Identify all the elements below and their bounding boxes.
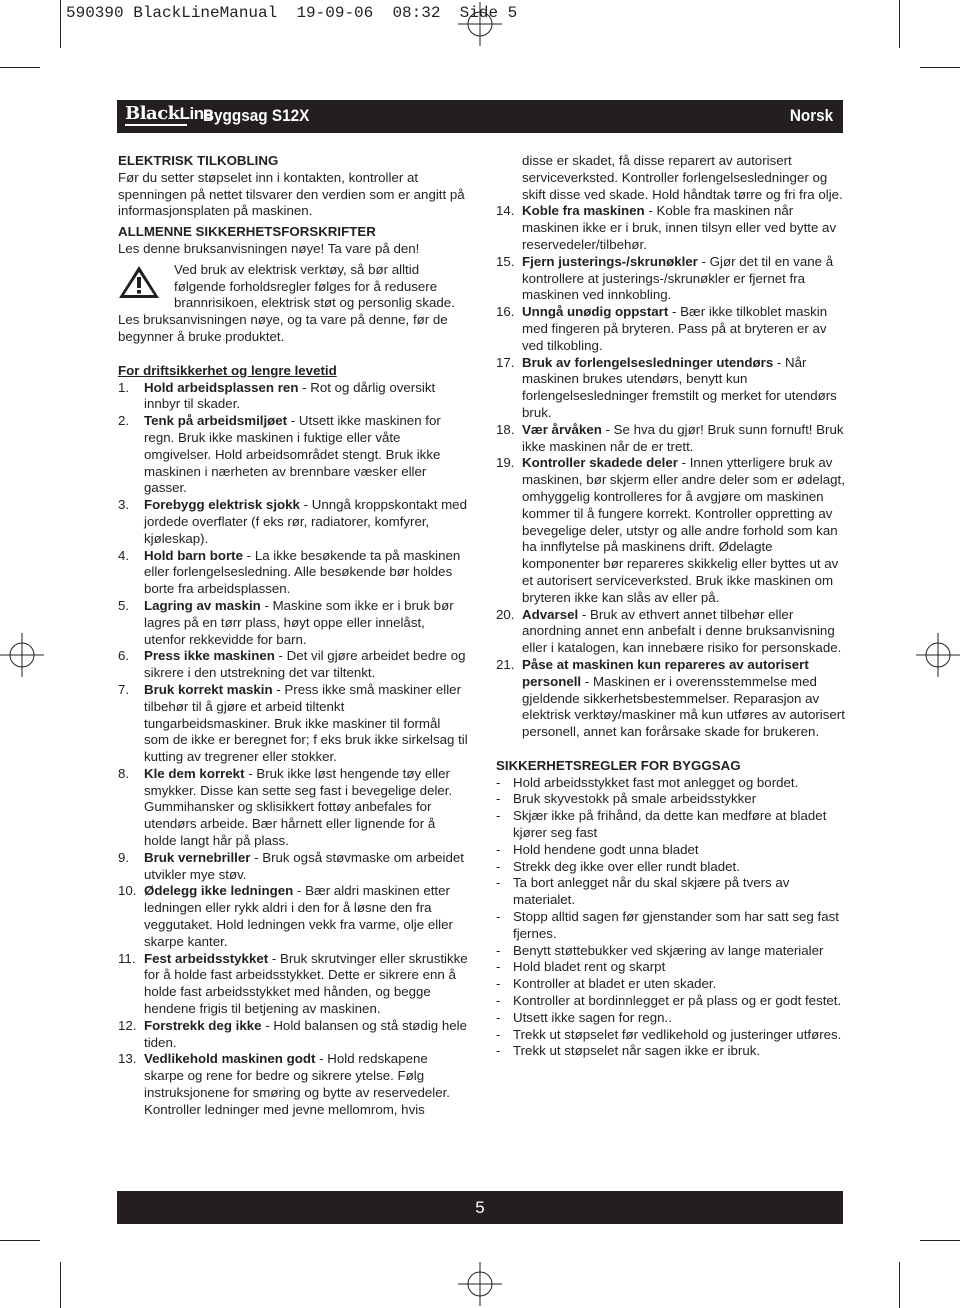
item-title: Vær årvåken (522, 421, 602, 437)
dash-list-item (496, 1043, 846, 1060)
item-title: Koble fra maskinen (522, 203, 645, 219)
dash-bullet: - (496, 1043, 501, 1059)
item-number: 8. (118, 765, 130, 781)
list-item (118, 951, 468, 1018)
item-title: Kle dem korrekt (144, 765, 245, 781)
registration-mark-icon (458, 1262, 502, 1306)
brand-logo: BlackLine (125, 103, 213, 124)
dash-list-item (496, 791, 846, 808)
numbered-list (496, 203, 846, 741)
registration-mark-icon (0, 633, 44, 677)
dash-item-text: Skjær ikke på frihånd, da dette kan medføre at bladet kjører seg fast (513, 808, 827, 841)
list-item (118, 598, 468, 648)
item-title: Unngå unødig oppstart (522, 304, 669, 320)
dash-item-text: Bruk skyvestokk på smale arbeidsstykker (513, 791, 757, 807)
item-text: - Bær ikke tilkoblet maskin med fingeren på bryteren. Pass på at bryteren er av ved tilkobling. (522, 304, 828, 353)
item-title: Bruk vernebriller (144, 849, 251, 865)
dash-bullet: - (496, 791, 501, 807)
dash-item-text: Stopp alltid sagen før gjenstander som har satt seg fast fjernes. (513, 909, 839, 941)
item-title: Hold barn borte (144, 547, 243, 563)
item-number: 5. (118, 597, 130, 613)
list-item (118, 648, 468, 682)
crop-mark (0, 1240, 40, 1241)
logo-underline (125, 124, 187, 126)
dash-item-text: Benytt støttebukker ved skjæring av lange materialer (513, 942, 824, 958)
crop-mark (0, 67, 40, 68)
item-title: Fjern justerings-/skrunøkler (522, 253, 698, 269)
item-number: 14. (496, 203, 515, 219)
dash-bullet: - (496, 774, 501, 790)
item-text: - Maskine som ikke er i bruk bør lagres på en tørr plass, høyt oppe eller innelåst, utenfor rekkevidde for barn. (144, 597, 454, 647)
crop-mark (920, 67, 960, 68)
list-item (118, 497, 468, 547)
item-text: - Innen ytterligere bruk av maskinen, bør skjerm eller andre deler som er ødelagt, omhyggelig kontrolleres for å avgjøre om maskinen kommer til å fungere korrekt. Kontroller oppretting av bevegelige deler, utstyr og alle andre forhold som kan ha innflytelse på maskinens drift. Ødelagte komponenter bør repareres skikkelig eller byttes ut av et autorisert serviceverksted. Bruk ikke maskinen om bryteren ikke kan slås av eller på. (522, 455, 845, 605)
item-text: - Utsett ikke maskinen for regn. Bruk ikke maskinen i fuktige eller våte omgivelser. Hold arbeidsområdet stengt. Bruk ikke maskinen i nærheten av brennbare væsker eller gasser. (144, 413, 441, 496)
item-number: 2. (118, 413, 130, 429)
dash-bullet: - (496, 959, 501, 975)
numbered-list (118, 380, 468, 1119)
item-text: - Bruk også støvmaske om arbeidet utvikler mye støv. (144, 849, 464, 882)
dash-list-item (496, 959, 846, 976)
item-number: 21. (496, 656, 515, 672)
dash-list-item (496, 993, 846, 1010)
dash-list-item (496, 859, 846, 876)
item-title: Vedlikehold maskinen godt (144, 1051, 316, 1067)
item-title: Kontroller skadede deler (522, 455, 678, 471)
list-item (118, 1018, 468, 1052)
dash-bullet: - (496, 841, 501, 857)
list-item (496, 657, 846, 741)
registration-mark-icon (916, 633, 960, 677)
section-text: Les bruksanvisningen nøye, og ta vare på denne, før de begynner å bruke produktet. (118, 312, 448, 344)
dash-item-text: Hold hendene godt unna bladet (513, 841, 699, 857)
dash-item-text: Hold bladet rent og skarpt (513, 959, 666, 975)
item-title: Påse at maskinen kun repareres av autorisert personell (522, 656, 809, 689)
item-number: 1. (118, 379, 130, 395)
item-title: Tenk på arbeidsmiljøet (144, 413, 288, 429)
item-title: Hold arbeidsplassen ren (144, 379, 299, 395)
item-text: - Bruk skrutvinger eller skrustikke for å holde fast arbeidsstykket. Dette er sikrere enn å holde fast arbeidsstykket med hånden, og begge hendene frigis til betjening av maskinen. (144, 950, 468, 1017)
item-number: 18. (496, 421, 515, 437)
list-item (496, 254, 846, 304)
section-heading: ALLMENNE SIKKERHETSFORSKRIFTER (118, 224, 376, 240)
item-title: Bruk korrekt maskin (144, 681, 273, 697)
item-text: - Hold redskapene skarpe og rene for bedre og sikrere ytelse. Følg instruksjonene for smøring og bytte av reservedeler. Kontroller ledninger med jevne mellomrom, hvis (144, 1051, 450, 1117)
item-title: Bruk av forlengelsesledninger utendørs (522, 354, 774, 370)
dash-item-text: Trekk ut støpselet når sagen ikke er ibruk. (513, 1043, 761, 1059)
print-slug: 590390 BlackLineManual 19-09-06 08:32 Side 5 (66, 4, 518, 22)
dash-item-text: Utsett ikke sagen for regn.. (513, 1009, 672, 1025)
item-text: - Hold balansen og stå stødig hele tiden. (144, 1017, 468, 1050)
dash-bullet: - (496, 1026, 501, 1042)
item-text: - Det vil gjøre arbeidet bedre og sikrere i den utstrekning det var tiltenkt. (144, 648, 466, 681)
item-title: Forebygg elektrisk sjokk (144, 497, 300, 513)
warning-triangle-icon (118, 265, 160, 299)
list-item (496, 607, 846, 657)
dash-list-item (496, 842, 846, 859)
item-number: 4. (118, 547, 130, 563)
header-banner (117, 100, 843, 133)
item-text: - Koble fra maskinen når maskinen ikke er i bruk, innen tilsyn eller ved bytte av reservedeler/tilbehør. (522, 203, 837, 252)
dash-list-item (496, 775, 846, 792)
list-item (118, 850, 468, 884)
crop-mark (60, 1262, 61, 1308)
dash-list-item (496, 1010, 846, 1027)
item-number: 12. (118, 1017, 137, 1033)
dash-item-text: Trekk ut støpselet før vedlikehold og justeringer utføres. (513, 1026, 842, 1042)
item-text: - Maskinen er i overensstemmelse med gjeldende sikkerhetsbestemmelser. Reparasjon av elektrisk verktøy/maskiner må kun utføres av autorisert personell, annet kan forårsake skade for brukeren. (522, 673, 845, 740)
item-number: 15. (496, 253, 515, 269)
section-heading: ELEKTRISK TILKOBLING (118, 153, 279, 168)
left-column (118, 153, 468, 1119)
item-number: 13. (118, 1051, 137, 1067)
item-title: Forstrekk deg ikke (144, 1017, 262, 1033)
registration-mark-icon (458, 2, 502, 46)
item-number: 11. (118, 950, 136, 966)
list-item (496, 203, 846, 253)
warning-text: Ved bruk av elektrisk verktøy, så bør alltid følgende forholdsregler følges for å redusere brannrisikoen, elektrisk støt og personlig skade. (174, 261, 455, 311)
crop-mark (60, 0, 61, 48)
dash-bullet: - (496, 875, 501, 891)
dash-list-item (496, 808, 846, 842)
item-text: - La ikke besøkende ta på maskinen eller forlengelsesledning. Alle besøkende bør holdes borte fra arbeidsplassen. (144, 547, 461, 597)
dash-item-text: Hold arbeidsstykket fast mot anlegget og bordet. (513, 774, 799, 790)
item-title: Lagring av maskin (144, 597, 261, 613)
dash-bullet: - (496, 909, 501, 925)
list-item (118, 682, 468, 766)
warning-block (118, 262, 468, 312)
dash-list-item (496, 909, 846, 943)
dash-bullet: - (496, 942, 501, 958)
dash-item-text: Kontroller at bordinnlegget er på plass og er godt festet. (513, 993, 842, 1009)
dash-list (496, 775, 846, 1061)
list-item (118, 380, 468, 414)
item-text: - Bær aldri maskinen etter ledningen eller rykk aldri i den for å løsne den fra veggutaket. Hold ledningen vekk fra varme, olje eller skarpe kanter. (144, 883, 453, 949)
item-text: - Press ikke små maskiner eller tilbehør til å gjøre et arbeid tiltenkt tungarbeidsmaskiner. Bruk ikke maskiner til formål som de ikke er beregnet for; f eks bruk ikke sirkelsag til kutting av tregrener eller stokker. (144, 681, 468, 765)
right-column (496, 153, 846, 1060)
item-number: 17. (496, 354, 515, 370)
item-text: - Rot og dårlig oversikt innbyr til skader. (144, 379, 436, 412)
dash-item-text: Ta bort anlegget når du skal skjære på tvers av materialet. (513, 875, 790, 908)
language-label: Norsk (789, 106, 833, 125)
product-title: Byggsag S12X (203, 106, 310, 125)
item-text: - Bruk av ethvert annet tilbehør eller anordning annet enn anbefalt i denne bruksanvisning eller i katalogen, kan innebære risiko for personskade. (522, 606, 842, 656)
page-number: 5 (117, 1191, 843, 1224)
item-number: 7. (118, 681, 130, 697)
dash-item-text: Kontroller at bladet er uten skader. (513, 976, 717, 992)
dash-bullet: - (496, 1009, 501, 1025)
list-item (118, 766, 468, 850)
item-text: - Bruk ikke løst hengende tøy eller smykker. Disse kan sette seg fast i bevegelige deler. Gummihansker og sklisikkert fottøy anbefales for utendørs arbeide. Bær hårnett eller lignende for å holde langt hår på plass. (144, 765, 453, 849)
item-title: Ødelegg ikke ledningen (144, 883, 294, 899)
item-number: 19. (496, 455, 515, 471)
dash-bullet: - (496, 858, 501, 874)
list-item (496, 355, 846, 422)
list-item (118, 413, 468, 497)
item-number: 9. (118, 849, 130, 865)
item-title: Press ikke maskinen (144, 648, 275, 664)
dash-bullet: - (496, 993, 501, 1009)
dash-item-text: Strekk deg ikke over eller rundt bladet. (513, 858, 740, 874)
list-item (496, 455, 846, 606)
item-number: 10. (118, 883, 137, 899)
dash-list-item (496, 976, 846, 993)
item-number: 3. (118, 497, 130, 513)
item-text: - Når maskinen brukes utendørs, benytt kun forlengelsesledninger fremstilt og merket for utendørs bruk. (522, 354, 837, 420)
section-heading: SIKKERHETSREGLER FOR BYGGSAG (496, 757, 741, 773)
dash-list-item (496, 943, 846, 960)
section-text: Før du setter støpselet inn i kontakten, kontroller at spenningen på nettet tilsvarer den verdien som er angitt på informasjonsplaten på maskinen. (118, 169, 465, 219)
list-item (118, 1051, 468, 1118)
section-heading: For driftsikkerhet og lengre levetid (118, 362, 337, 378)
list-item (496, 422, 846, 456)
crop-mark (899, 0, 900, 48)
list-item (496, 304, 846, 354)
dash-bullet: - (496, 808, 501, 824)
item-number: 16. (496, 304, 515, 320)
item-text: - Unngå kroppskontakt med jordede overflater (f eks rør, radiatorer, komfyrer, kjøleskap). (144, 497, 467, 546)
dash-list-item (496, 875, 846, 909)
item-number: 6. (118, 648, 130, 664)
list-item (118, 548, 468, 598)
crop-mark (920, 1240, 960, 1241)
crop-mark (899, 1262, 900, 1308)
continuation-text: disse er skadet, få disse reparert av autorisert serviceverksted. Kontroller forlengelsesledninger og skift disse ved skade. Hold håndtak tørre og fri fra olje. (522, 153, 843, 202)
dash-bullet: - (496, 976, 501, 992)
item-title: Advarsel (522, 606, 579, 622)
item-text: - Gjør det til en vane å kontrollere at justerings-/skrunøkler er fjernet fra maskinen ved innkobling. (522, 253, 834, 303)
item-title: Fest arbeidsstykket (144, 950, 269, 966)
item-number: 20. (496, 606, 515, 622)
list-item (118, 883, 468, 950)
item-text: - Se hva du gjør! Bruk sunn fornuft! Bruk ikke maskinen når de er trett. (522, 421, 844, 454)
section-text: Les denne bruksanvisningen nøye! Ta vare på den! (118, 240, 420, 256)
dash-list-item (496, 1027, 846, 1044)
